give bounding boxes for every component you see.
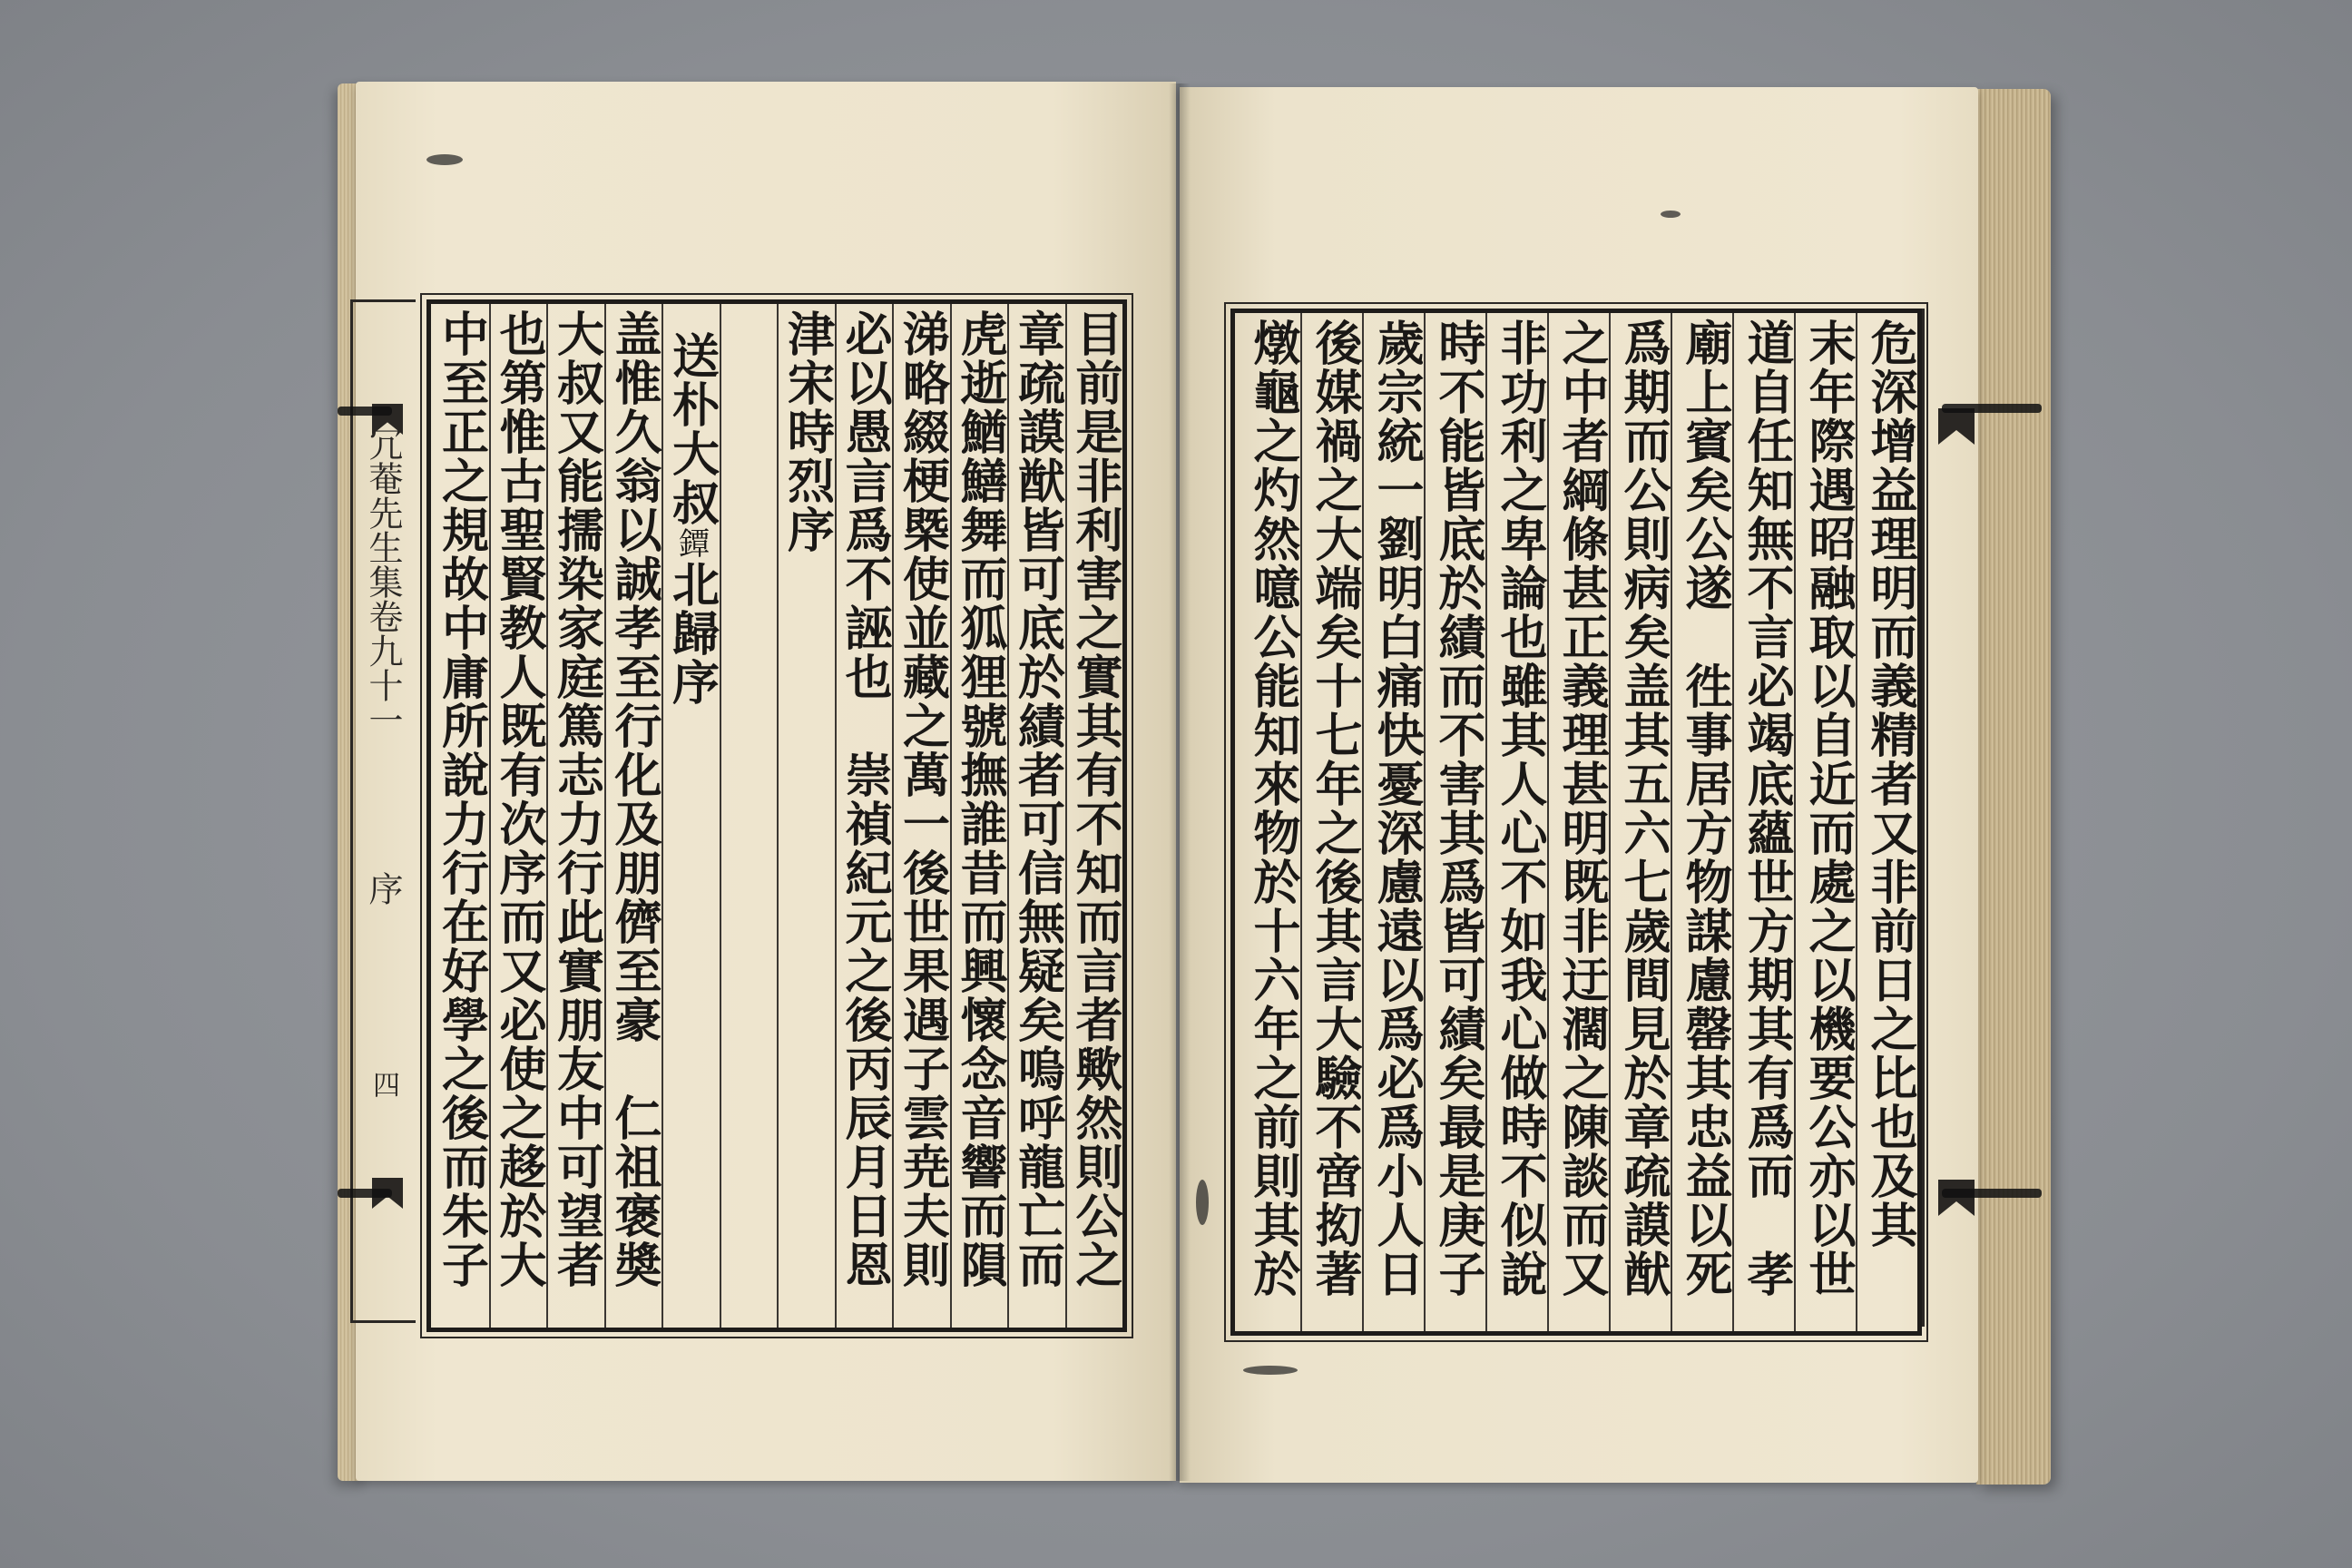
text-column: 時不能皆底於績而不害其爲皆可績矣最是庚子 [1424, 313, 1485, 1331]
ink-smudge [1196, 1180, 1209, 1225]
left-text-columns [431, 304, 1122, 1328]
text-column: 虎逝鰌鱔舞而狐狸號撫誰昔而興懷念音響而隕 [950, 304, 1008, 1328]
text-column: 廟上賓矣公遂 徃事居方物謀慮罄其忠益以死 [1671, 313, 1732, 1331]
essay-title: 送朴大叔 [663, 331, 720, 527]
margin-title: 冗菴先生集卷九十一 [363, 426, 403, 737]
text-column: 必以愚言爲不誣也 崇禎紀元之後丙辰月日恩 [835, 304, 893, 1328]
blank-column [720, 304, 778, 1328]
right-text-frame [1230, 309, 1922, 1336]
binding-thread [1942, 1189, 2042, 1198]
text-column: 道自任知無不言必竭底蘊世方期其有爲而 孝 [1732, 313, 1794, 1331]
ink-smudge [1661, 211, 1681, 218]
left-text-frame [426, 299, 1127, 1332]
book-gutter [1169, 83, 1191, 1481]
margin-section: 序 [363, 871, 403, 906]
binding-thread [1942, 404, 2042, 413]
text-column: 章疏謨猷皆可底於績者可信無疑矣嗚呼龍亡而 [1007, 304, 1065, 1328]
text-column: 也第惟古聖賢教人既有次序而又必使之趍於大 [489, 304, 547, 1328]
text-column: 大叔又能擩染家庭篤志力行此實朋友中可望者 [546, 304, 604, 1328]
text-column: 中至正之規故中庸所說力行在好學之後而朱子 [433, 309, 489, 1289]
right-page-margin-column [1922, 309, 1979, 1327]
essay-title-column [662, 304, 720, 1328]
binding-thread [338, 407, 392, 416]
text-column: 盖惟久翁以誠孝至行化及朋儕至豪 仁祖褒奬 [604, 304, 662, 1328]
text-column: 歲宗統一劉明白痛快憂深慮遠以爲必爲小人日 [1362, 313, 1424, 1331]
text-column: 非功利之卑論也雖其人心不如我心做時不似說 [1485, 313, 1547, 1331]
ink-smudge [1243, 1366, 1298, 1375]
text-column: 後媒禍之大端矣十七年之後其言大驗不啻抝著 [1300, 313, 1362, 1331]
text-column: 燉龜之灼然噫公能知來物於十六年之前則其於 [1245, 318, 1300, 1298]
text-column: 危深增益理明而義精者又非前日之比也及其 [1856, 313, 1917, 1331]
text-column: 末年際遇昭融取以自近而處之以機要公亦以世 [1794, 313, 1856, 1331]
essay-title-note: 鐔 [672, 527, 710, 560]
margin-page-number: 四 [368, 1071, 399, 1098]
text-column: 目前是非利害之實其有不知而言者歟然則公之 [1065, 304, 1123, 1328]
text-column: 涕略綴梗槩使並藏之萬一後世果遇子雲尭夫則 [892, 304, 950, 1328]
text-column: 之中者綱條甚正義理甚明既非迂濶之陳談而又 [1547, 313, 1609, 1331]
right-page-stack [1976, 89, 2051, 1485]
text-column: 津宋時烈序 [777, 304, 835, 1328]
ink-smudge [426, 154, 463, 165]
text-column: 爲期而公則病矣盖其五六七歲間見於章疏謨猷 [1609, 313, 1671, 1331]
essay-title-suffix: 北歸序 [663, 560, 720, 707]
right-text-columns [1235, 313, 1917, 1331]
binding-thread [338, 1189, 392, 1198]
